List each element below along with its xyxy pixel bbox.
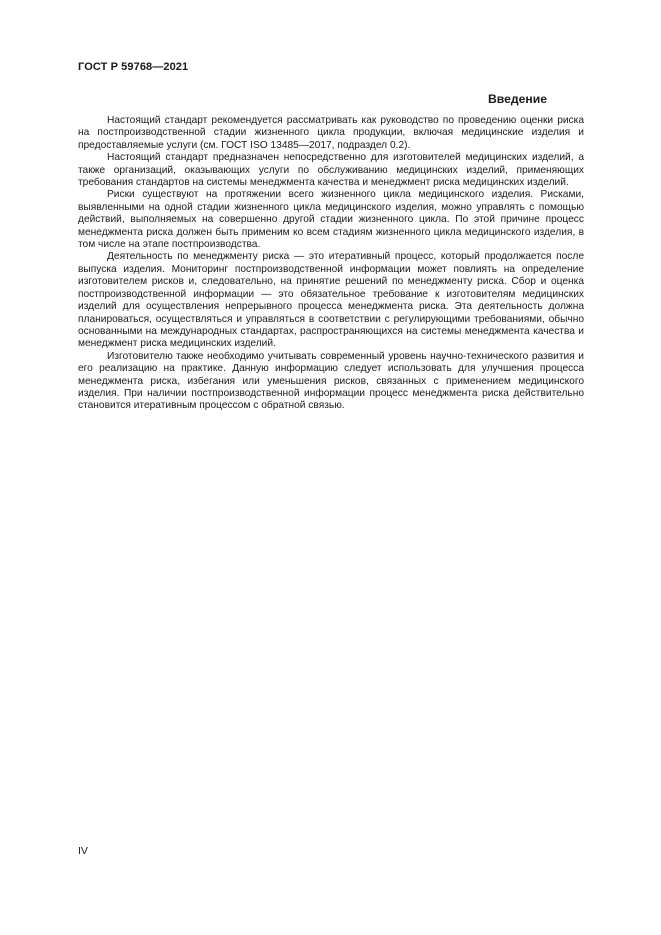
- document-code-header: ГОСТ Р 59768—2021: [78, 61, 189, 73]
- section-title-wrapper: [78, 92, 583, 106]
- paragraph-2: Настоящий стандарт предназначен непосредственно для изготовителей медицинских изделий, а также организаций, оказывающих услуги по обслуживанию медицинских изделий, применяющих требования стандартов на системы менеджмента качества и менеджмент риска медицинских изделий.: [78, 152, 584, 189]
- paragraph-1: Настоящий стандарт рекомендуется рассматривать как руководство по проведению оценки риска на постпроизводственной стадии жизненного цикла продукции, включая медицинские изделия и предоставляемые услуги (см. ГОСТ ISO 13485—2017, подраздел 0.2).: [78, 115, 584, 151]
- page-number: IV: [78, 845, 88, 857]
- paragraph-3: Риски существуют на протяжении всего жизненного цикла медицинского изделия. Рисками, выявленными на одной стадии жизненного цикла медицинского изделия, можно управлять с помощью действий, выполняемых на совершенно другой стадии жизненного цикла. По этой причине процесс менеджмента риска должен быть применим ко всем стадиям жизненного цикла медицинского изделия, в том числе на этапе постпроизводства.: [78, 189, 584, 251]
- paragraph-4: Деятельность по менеджменту риска — это итеративный процесс, который продолжается после выпуска изделия. Мониторинг постпроизводственной информации может повлиять на определение изготовителем рисков и, следовательно, на принятие решений по менеджменту риска. Сбор и оценка постпроизводственной информации — это обязательное требование к изготовителям медицинских изделий для осуществления непрерывного процесса менеджмента риска. Эта деятельность должна планироваться, осуществляться и управляться в соответствии с регулирующими требованиями, обычно основанными на международных стандартах, распространяющихся на системы менеджмента качества и менеджмент риска медицинских изделий.: [78, 251, 584, 350]
- introduction-body: [78, 115, 584, 413]
- paragraph-5: Изготовителю также необходимо учитывать современный уровень научно-технического развития и его реализацию на практике. Данную информацию следует использовать для улучшения процесса менеджмента риска, избегания или уменьшения рисков, связанных с применением медицинского изделия. При наличии постпроизводственной информации процесс менеджмента риска действительно становится итеративным процессом с обратной связью.: [78, 350, 584, 412]
- section-title: Введение: [487, 92, 547, 106]
